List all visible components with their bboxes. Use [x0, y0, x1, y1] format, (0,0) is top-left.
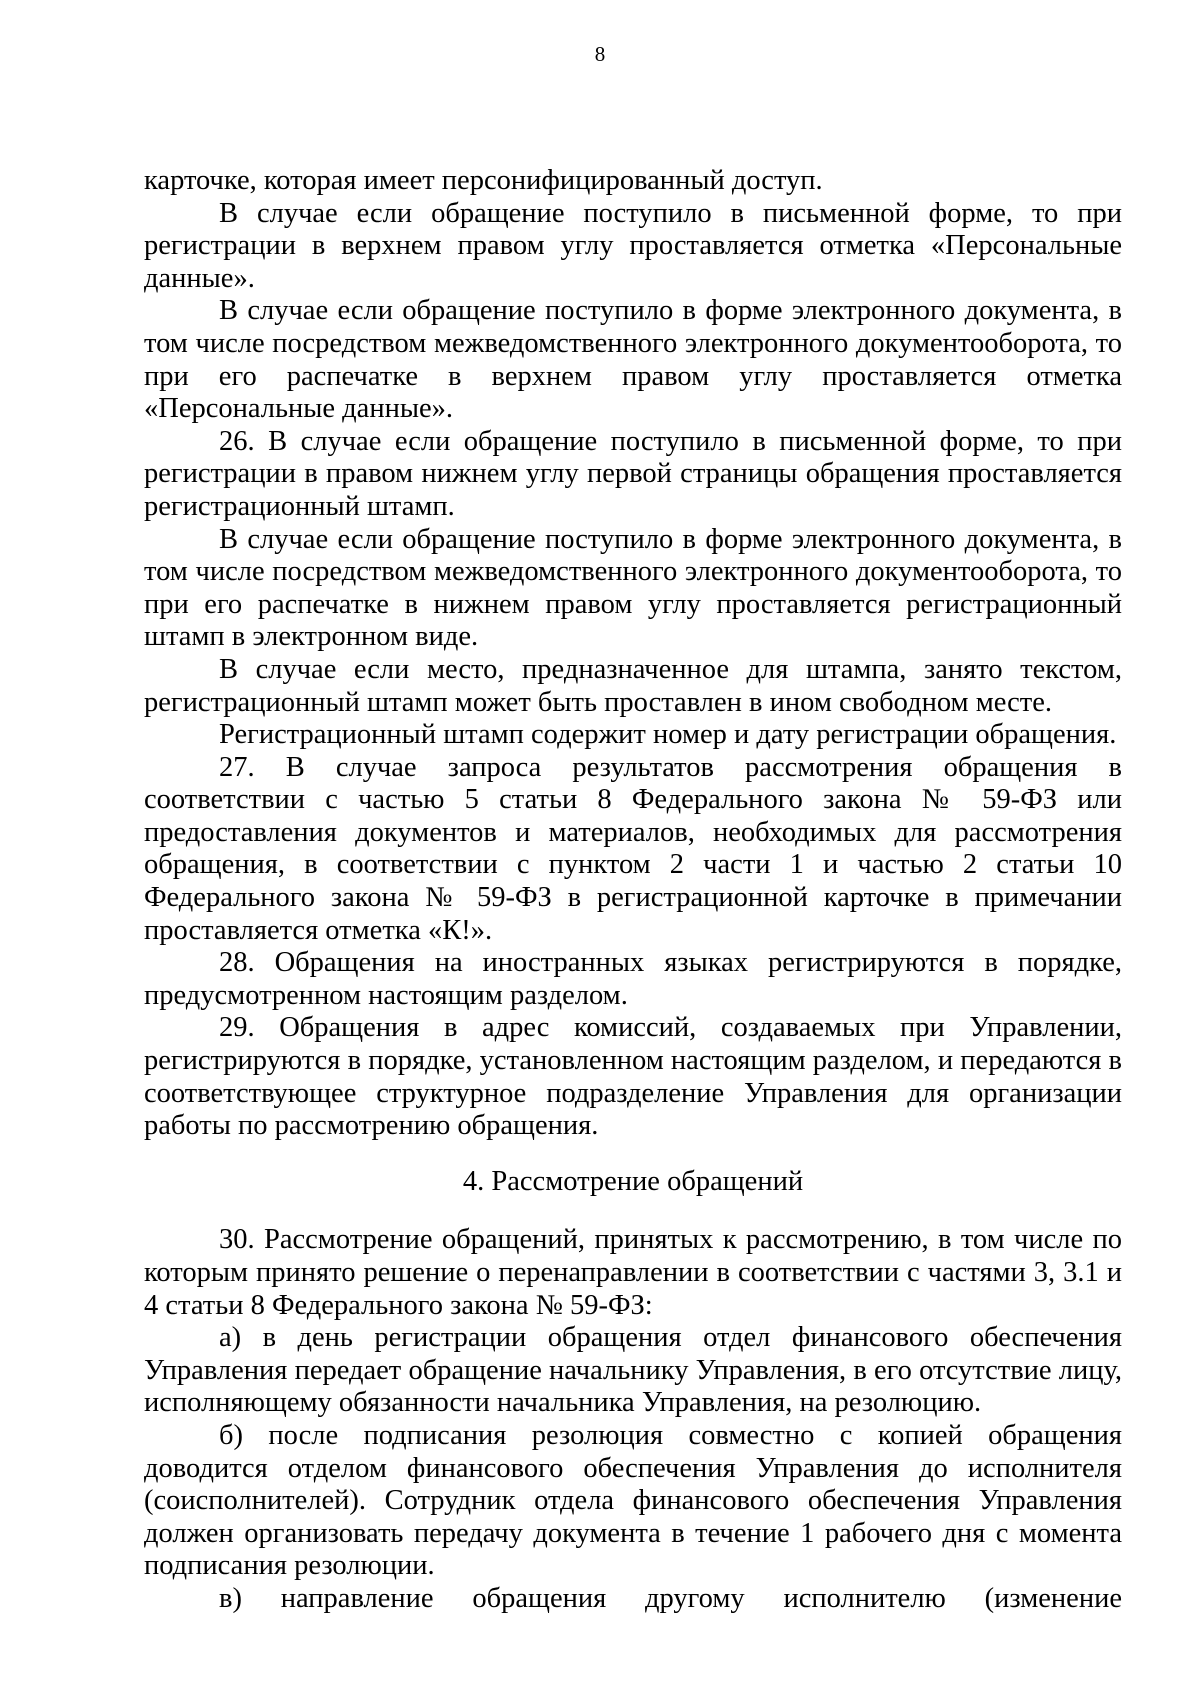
paragraph: В случае если место, предназначенное для штампа, занято текстом, регистрационный штамп может быть проставлен в ином свободном месте. — [144, 653, 1122, 718]
paragraph: В случае если обращение поступило в письменной форме, то при регистрации в верхнем правом углу проставляется отметка «Персональные данные». — [144, 197, 1122, 294]
document-body — [144, 165, 1122, 1616]
paragraph: Регистрационный штамп содержит номер и дату регистрации обращения. — [219, 719, 1117, 751]
paragraph: В случае если обращение поступило в форме электронного документа, в том числе посредством межведомственного электронного документооборота, то при его распечатке в нижнем правом углу проставляется регистрационный штамп в электронном виде. — [144, 523, 1122, 653]
paragraph: карточке, которая имеет персонифицированный доступ. — [144, 165, 823, 196]
paragraph-subitem-a: а) в день регистрации обращения отдел финансового обеспечения Управления передает обращение начальнику Управления, в его отсутствие лицу, исполняющему обязанности начальника Управления, на резолюцию. — [144, 1322, 1122, 1419]
page-number: 8 — [594, 42, 606, 66]
paragraph-subitem-b: б) после подписания резолюция совместно с копией обращения доводится отделом финансового обеспечения Управления до исполнителя (соисполнителей). Сотрудник отдела финансового обеспечения Управления должен организовать передачу документа в течение 1 рабочего дня с момента подписания резолюции. — [144, 1419, 1122, 1582]
section-heading: 4. Рассмотрение обращений — [462, 1165, 804, 1197]
paragraph-item-27: 27. В случае запроса результатов рассмотрения обращения в соответствии с частью 5 статьи 8 Федерального закона № 59-ФЗ или предоставления документов и материалов, необходимых для рассмотрения обращения, в соответствии с пунктом 2 части 1 и частью 2 статьи 10 Федерального закона № 59-ФЗ в регистрационной карточке в примечании проставляется отметка «К!». — [144, 751, 1122, 946]
paragraph-item-29: 29. Обращения в адрес комиссий, создаваемых при Управлении, регистрируются в порядке, установленном настоящим разделом, и передаются в соответствующее структурное подразделение Управления для организации работы по рассмотрению обращения. — [144, 1012, 1122, 1142]
paragraph: В случае если обращение поступило в форме электронного документа, в том числе посредством межведомственного электронного документооборота, то при его распечатке в верхнем правом углу проставляется отметка «Персональные данные». — [144, 295, 1122, 425]
paragraph-item-30: 30. Рассмотрение обращений, принятых к рассмотрению, в том числе по которым принято решение о перенаправлении в соответствии с частями 3, 3.1 и 4 статьи 8 Федерального закона № 59-ФЗ: — [144, 1224, 1122, 1321]
paragraph-item-28: 28. Обращения на иностранных языках регистрируются в порядке, предусмотренном настоящим разделом. — [144, 947, 1122, 1011]
paragraph-subitem-v: в) направление обращения другому исполнителю (изменение — [219, 1582, 1122, 1614]
paragraph-item-26: 26. В случае если обращение поступило в письменной форме, то при регистрации в правом нижнем углу первой страницы обращения проставляется регистрационный штамп. — [144, 425, 1122, 522]
